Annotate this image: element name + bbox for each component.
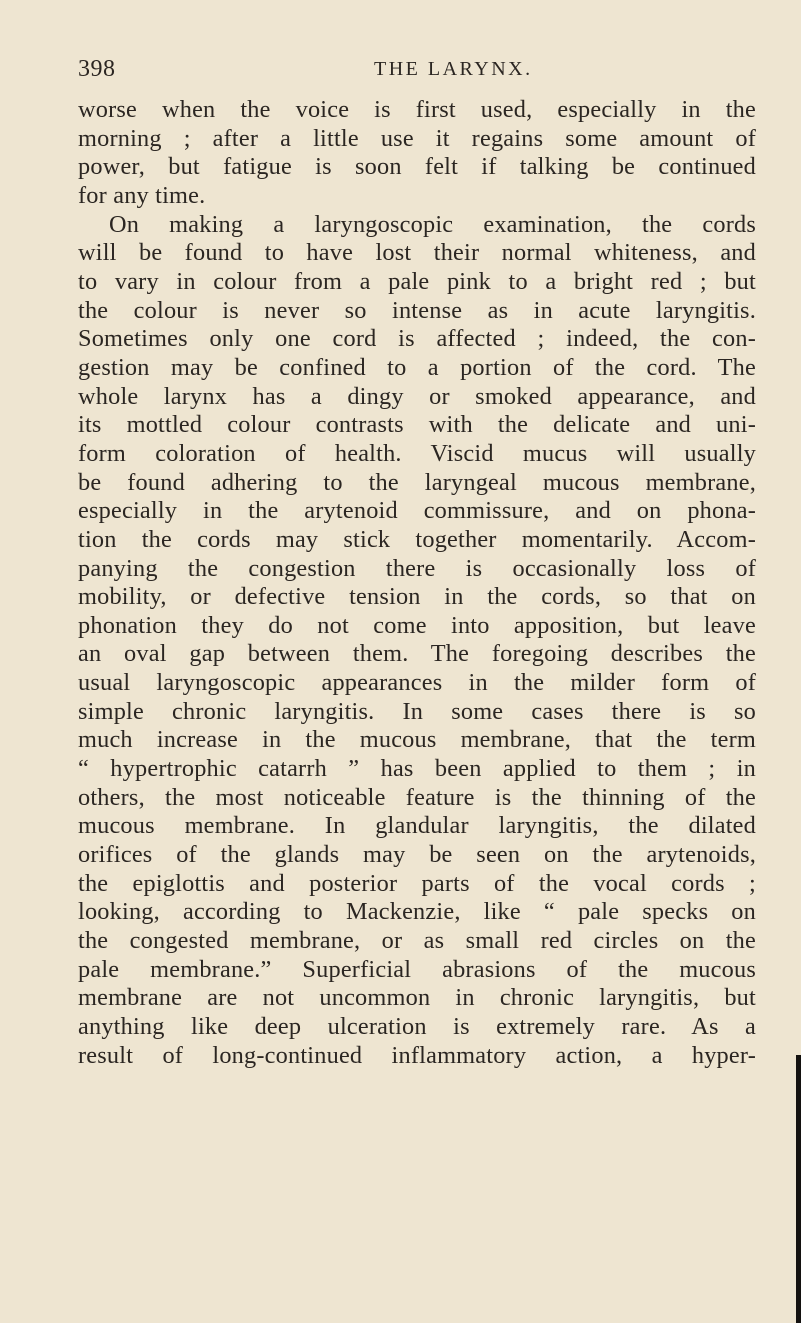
text-line: its mottled colour contrasts with the delicate and uni- [78, 411, 756, 439]
text-line: morning ; after a little use it regains some amount of [78, 124, 756, 152]
text-line: especially in the arytenoid commissure, and on phona- [78, 497, 756, 525]
text-line: the colour is never so intense as in acute laryngitis. [78, 296, 756, 324]
text-line: to vary in colour from a pale pink to a bright red ; but [78, 267, 756, 295]
text-line: form coloration of health. Viscid mucus will usually [78, 439, 756, 467]
page-header [78, 56, 758, 92]
running-head: THE LARYNX. [374, 58, 533, 80]
text-line: much increase in the mucous membrane, that the term [78, 726, 756, 754]
text-line: anything like deep ulceration is extremely rare. As a [78, 1013, 756, 1040]
page-edge-shadow [796, 1055, 801, 1323]
text-line: worse when the voice is first used, especially in the [78, 96, 756, 123]
text-line: result of long-continued inflammatory action, a hyper- [78, 1041, 756, 1069]
text-line: power, but fatigue is soon felt if talking be continued [78, 153, 756, 181]
text-line: mobility, or defective tension in the cords, so that on [78, 583, 756, 611]
text-line: be found adhering to the laryngeal mucous membrane, [78, 468, 756, 496]
text-line: gestion may be confined to a portion of the cord. The [78, 353, 756, 381]
body-text [78, 96, 756, 1070]
text-line: “ hypertrophic catarrh ” has been applied to them ; in [78, 755, 756, 783]
text-line: simple chronic laryngitis. In some cases there is so [78, 697, 756, 725]
text-line: pale membrane.” Superficial abrasions of the mucous [78, 955, 756, 983]
text-line: On making a laryngoscopic examination, the cords [109, 210, 756, 238]
text-line: others, the most noticeable feature is the thinning of the [78, 783, 756, 811]
text-line: tion the cords may stick together momentarily. Accom- [78, 525, 756, 553]
text-line: usual laryngoscopic appearances in the milder form of [78, 669, 756, 697]
text-line: panying the congestion there is occasionally loss of [78, 554, 756, 582]
text-line: for any time. [78, 181, 206, 209]
text-line: an oval gap between them. The foregoing describes the [78, 640, 756, 668]
text-line: phonation they do not come into apposition, but leave [78, 611, 756, 639]
text-line: Sometimes only one cord is affected ; indeed, the con- [78, 325, 756, 353]
text-line: whole larynx has a dingy or smoked appearance, and [78, 382, 756, 410]
text-line: will be found to have lost their normal whiteness, and [78, 239, 756, 267]
text-line: the congested membrane, or as small red circles on the [78, 927, 756, 955]
text-line: membrane are not uncommon in chronic laryngitis, but [78, 984, 756, 1012]
text-line: the epiglottis and posterior parts of the vocal cords ; [78, 869, 756, 897]
text-line: looking, according to Mackenzie, like “ pale specks on [78, 898, 756, 926]
page-number: 398 [78, 56, 116, 82]
text-line: mucous membrane. In glandular laryngitis, the dilated [78, 812, 756, 840]
text-line: orifices of the glands may be seen on the arytenoids, [78, 841, 756, 869]
